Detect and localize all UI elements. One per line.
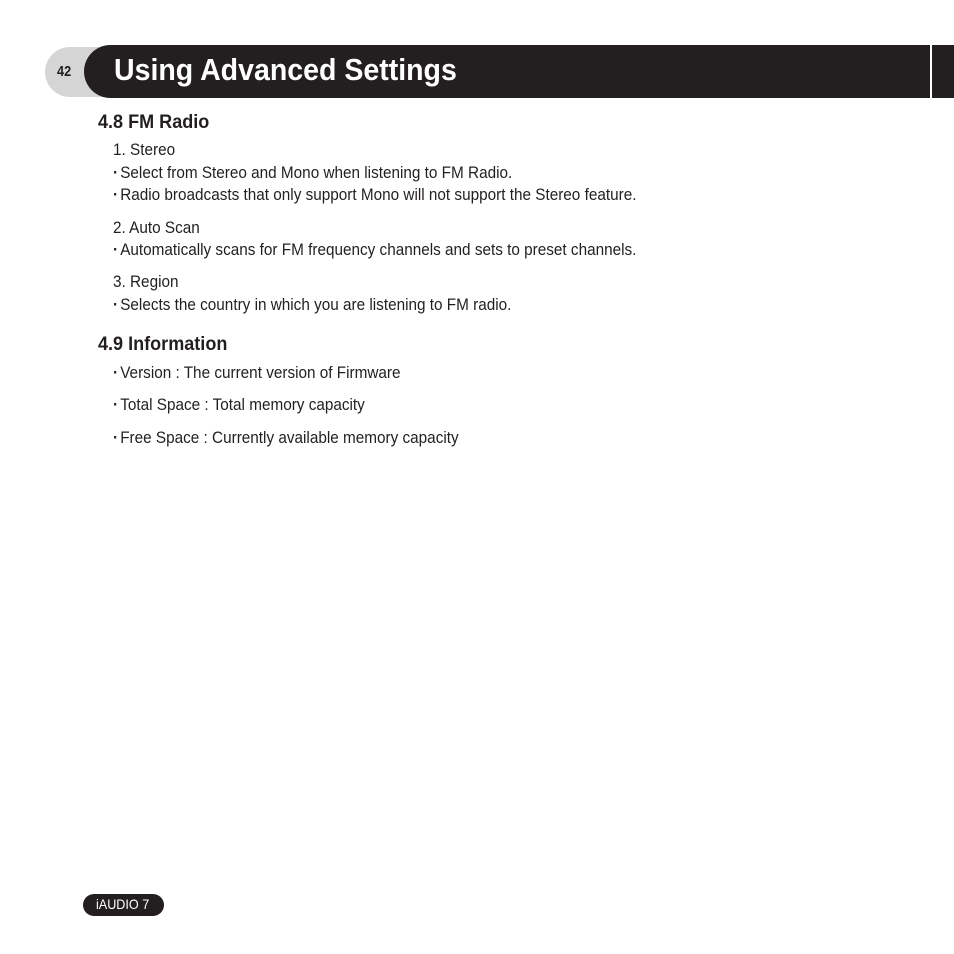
bullet-item [113,428,459,448]
bullet-dot: · [113,363,119,382]
bullet-text: Select from Stereo and Mono when listening to FM Radio. [120,163,513,182]
footer-product-label: iAUDIO 7 [96,896,150,912]
bullet-text: Automatically scans for FM frequency channels and sets to preset channels. [120,240,637,259]
bullet-item [113,240,636,260]
section-heading-information: 4.9 Information [98,334,228,355]
bullet-item [113,363,401,383]
item-label-auto-scan: 2. Auto Scan [113,218,200,237]
section-heading-fm-radio: 4.8 FM Radio [98,112,210,133]
bullet-dot: · [113,240,119,259]
bullet-dot: · [113,428,119,447]
bullet-text: Radio broadcasts that only support Mono will not support the Stereo feature. [120,185,637,204]
bullet-text: Version : The current version of Firmware [120,363,401,382]
bullet-text: Selects the country in which you are listening to FM radio. [120,295,512,314]
bullet-text: Free Space : Currently available memory capacity [120,428,459,447]
title-bar-cap [932,45,954,98]
page-title: Using Advanced Settings [114,52,457,87]
page-number: 42 [57,63,72,80]
bullet-item [113,295,511,315]
bullet-dot: · [113,395,119,414]
bullet-dot: · [113,163,119,182]
item-label-region: 3. Region [113,272,179,291]
bullet-item [113,395,365,415]
bullet-item [113,163,512,183]
bullet-dot: · [113,185,119,204]
bullet-dot: · [113,295,119,314]
bullet-item [113,185,636,205]
bullet-text: Total Space : Total memory capacity [120,395,365,414]
item-label-stereo: 1. Stereo [113,140,176,159]
